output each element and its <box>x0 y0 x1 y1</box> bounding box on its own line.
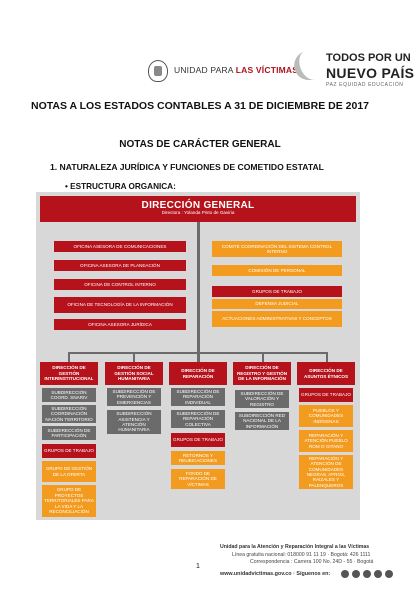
nuevo-pais-line1: TODOS POR UN <box>326 52 411 64</box>
section-title: NOTAS DE CARÁCTER GENERAL <box>119 139 281 150</box>
unit-valuation-registry: SUBDIRECCIÓN DE VALORACIÓN Y REGISTRO <box>235 390 289 408</box>
twitter-icon[interactable] <box>363 570 371 578</box>
office-planning: OFICINA ASESORA DE PLANEACIÓN <box>54 260 186 271</box>
connector-4 <box>262 352 264 362</box>
office-internal-control: OFICINA DE CONTROL INTERNO <box>54 279 186 290</box>
office-it: OFICINA DE TECNOLOGÍA DE LA INFORMACIÓN <box>54 297 186 313</box>
group-rom: REPARACIÓN Y ATENCIÓN PUEBLO ROM O GITANO <box>299 430 353 452</box>
footer-phone: Línea gratuita nacional: 018000 91 11 19 · Bogotá: 426 1111 <box>232 552 371 558</box>
group-afro-communities: REPARACIÓN Y ATENCIÓN DE COMUNIDADES NEGRAS, AFROS, RAIZALES Y PALENQUEROS <box>299 455 353 489</box>
group-indigenous: PUEBLOS Y COMUNIDADES INDÍGENAS <box>299 405 353 427</box>
page-number: 1 <box>196 563 200 570</box>
group-returns-relocations: RETORNOS Y REUBICACIONES <box>171 451 225 465</box>
swoosh-icon <box>290 45 330 84</box>
direction-registry-information: DIRECCIÓN DE REGISTRO Y GESTIÓN DE LA INFORMACIÓN <box>233 362 291 385</box>
groups-header-right: GRUPOS DE TRABAJO <box>212 286 342 297</box>
group-administrative-actions: ACTUACIONES ADMINISTRATIVAS Y CONCEPTOS <box>212 311 342 327</box>
connector-3 <box>197 352 200 362</box>
group-offer-management: GRUPO DE GESTIÓN DE LA OFERTA <box>42 461 96 482</box>
unit-humanitarian-assistance: SUBDIRECCIÓN ASISTENCIA Y ATENCIÓN HUMANITARIA <box>107 410 161 434</box>
connector-main <box>197 222 200 357</box>
unit-information-network: SUBDIRECCIÓN RED NACIONAL DE LA INFORMACIÓN <box>235 412 289 430</box>
footer-address: Correspondencia : Carrera 100 No. 24D - 55 · Bogotá <box>250 559 374 565</box>
unit-collective-reparation: SUBDIRECCIÓN DE REPARACIÓN COLECTIVA <box>171 410 225 428</box>
facebook-icon[interactable] <box>352 570 360 578</box>
numbered-heading: 1. NATURALEZA JURÍDICA Y FUNCIONES DE COMETIDO ESTATAL <box>50 162 324 172</box>
instagram-icon[interactable] <box>341 570 349 578</box>
connector-1 <box>68 352 70 362</box>
footer-organization: Unidad para la Atención y Reparación Integral a las Víctimas <box>220 544 370 550</box>
office-legal: OFICINA ASESORA JURÍDICA <box>54 319 186 330</box>
group-judicial-defense: DEFENSA JUDICIAL <box>212 299 342 309</box>
group-reparation-fund: FONDO DE REPARACIÓN DE VÍCTIMAS <box>171 469 225 489</box>
office-communications: OFICINA ASESORA DE COMUNICACIONES <box>54 241 186 252</box>
direction-interinstitutional: DIRECCIÓN DE GESTIÓN INTERINSTITUCIONAL <box>40 362 98 385</box>
committee-internal-control: COMITÉ COORDINACIÓN DEL SISTEMA CONTROL INTERNO <box>212 241 342 257</box>
direction-social-humanitarian: DIRECCIÓN DE GESTIÓN SOCIAL HUMANITARIA <box>105 362 163 385</box>
unit-nation-territory: SUBDIRECCIÓN COORDINACIÓN NACIÓN TERRITORIO <box>42 405 96 423</box>
logo-text-prefix: UNIDAD PARA <box>174 65 236 75</box>
unit-individual-reparation: SUBDIRECCIÓN DE REPARACIÓN INDIVIDUAL <box>171 388 225 406</box>
director-title: DIRECCIÓN GENERAL <box>141 199 255 211</box>
document-title: NOTAS A LOS ESTADOS CONTABLES A 31 DE DICIEMBRE DE 2017 <box>31 100 369 112</box>
unit-participation: SUBDIRECCIÓN DE PARTICIPACIÓN <box>42 426 96 440</box>
unit-snariv: SUBDIRECCIÓN COORD. SNARIV <box>42 388 96 402</box>
direction-reparation: DIRECCIÓN DE REPARACIÓN <box>169 362 227 385</box>
connector-5 <box>326 352 328 362</box>
groups-header-dir3: GRUPOS DE TRABAJO <box>171 433 225 447</box>
nuevo-pais-logo <box>294 42 414 94</box>
group-territorial-projects: GRUPO DE PROYECTOS TERRITORIALES PARA LA VIDA Y LA RECONCILIACIÓN <box>42 485 96 517</box>
org-chart <box>36 192 360 520</box>
director-name: Directora : Yolanda Pinto de Gaviria <box>161 210 235 215</box>
committee-personnel: COMISIÓN DE PERSONAL <box>212 265 342 276</box>
connector-2 <box>133 352 135 362</box>
bullet-heading: • ESTRUCTURA ORGANICA: <box>65 182 176 191</box>
unit-prevention-emergencies: SUBDIRECCIÓN DE PREVENCIÓN Y EMERGENCIAS <box>107 388 161 406</box>
youtube-icon[interactable] <box>374 570 382 578</box>
unidad-victimas-logo <box>148 60 298 84</box>
groups-header-dir5: GRUPOS DE TRABAJO <box>299 388 353 402</box>
groups-header-dir1: GRUPOS DE TRABAJO <box>42 444 96 458</box>
director-general-box <box>40 196 356 222</box>
nuevo-pais-slogan: PAZ EQUIDAD EDUCACIÓN <box>326 82 404 88</box>
direction-ethnic-affairs: DIRECCIÓN DE ASUNTOS ÉTNICOS <box>297 362 355 385</box>
logo-text-bold: LAS VÍCTIMAS <box>235 65 299 75</box>
flickr-icon[interactable] <box>385 570 393 578</box>
footer-website[interactable]: www.unidadvictimas.gov.co · Síguenos en: <box>220 571 331 577</box>
coat-of-arms-icon <box>148 60 168 82</box>
nuevo-pais-line2: NUEVO PAÍS <box>326 65 414 81</box>
unidad-victimas-logo-text <box>174 65 298 75</box>
